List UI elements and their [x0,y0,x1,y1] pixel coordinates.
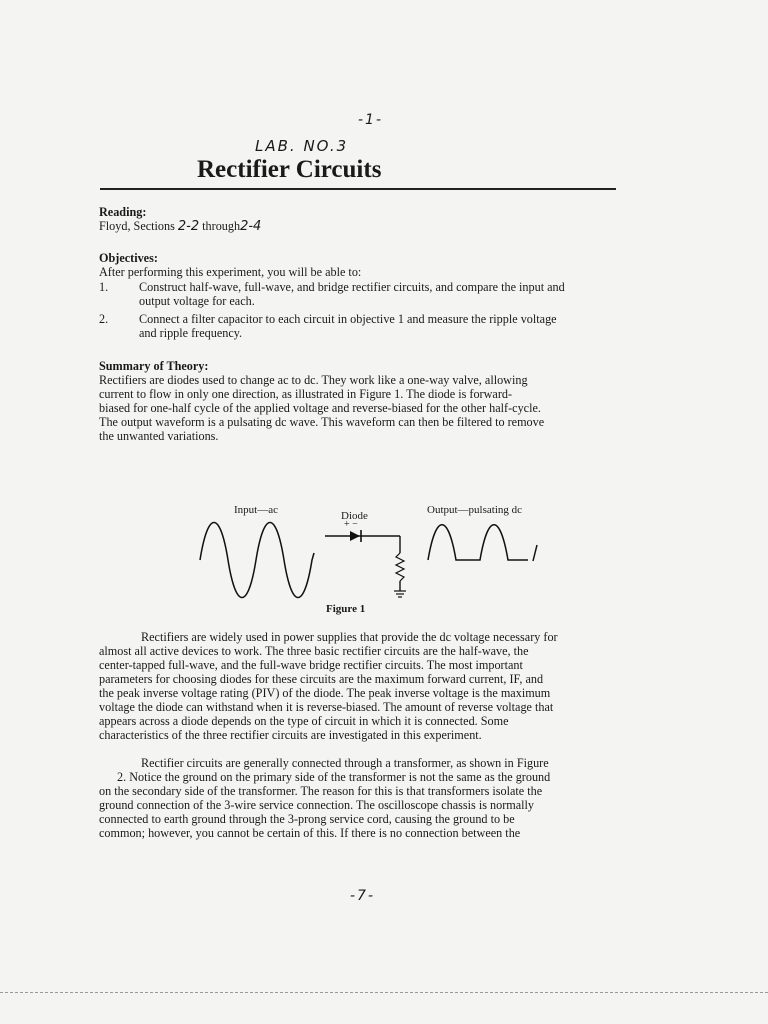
body-paragraph-2 [99,756,619,840]
reading-section-start: 2-2 [177,219,200,234]
page-number-top: -1- [358,112,384,128]
body-line: 2. Notice the ground on the primary side of the transformer is not the same as the ground [117,770,551,784]
objective-number: 2. [99,312,109,326]
body-line: ground connection of the 3-wire service connection. The oscilloscope chassis is normally [99,798,535,812]
summary-section [99,359,619,443]
body-line: Rectifier circuits are generally connected through a transformer, as shown in Figure [141,756,549,770]
summary-line: Rectifiers are diodes used to change ac to dc. They work like a one-way valve, allowing [99,373,528,387]
figure-caption: Figure 1 [326,603,366,615]
page-number-bottom: -7- [350,888,376,904]
reading-through: through [202,219,241,233]
input-sine-wave [200,523,314,598]
objective-line: output voltage for each. [139,294,255,308]
reading-heading: Reading: [99,205,147,219]
summary-line: biased for one-half cycle of the applied voltage and reverse-biased for the other half-cycle. [99,401,541,415]
body-line: common; however, you cannot be certain of this. If there is no connection between the [99,826,521,840]
objective-number: 1. [99,280,109,294]
body-line: voltage the diode can withstand when it is reverse-biased. The amount of reverse voltage that [99,700,554,714]
body-paragraph-1 [99,630,619,742]
diode-symbol [350,531,360,541]
objectives-section [99,251,619,279]
summary-line: The output waveform is a pulsating dc wave. This waveform can then be filtered to remove [99,415,545,429]
body-line: almost all active devices to work. The three basic rectifier circuits are the half-wave, the [99,644,529,658]
objective-line: Connect a filter capacitor to each circuit in objective 1 and measure the ripple voltage [139,312,557,326]
body-line: on the secondary side of the transformer. The reason for this is that transformers isolate the [99,784,543,798]
objective-line: and ripple frequency. [139,326,243,340]
summary-line: the unwanted variations. [99,429,219,443]
reading-section-end: 2-4 [240,219,262,234]
objectives-intro: After performing this experiment, you will be able to: [99,265,362,279]
body-line: appears across a diode depends on the type of circuit in which it is connected. Some [99,714,509,728]
figure-output-label: Output—pulsating dc [427,504,523,516]
figure-diode-polarity: + − [344,519,358,530]
figure-diode-label: Diode [341,510,368,522]
body-line: center-tapped full-wave, and the full-wave bridge rectifier circuits. The most important [99,658,523,672]
lab-number: LAB. NO.3 [255,137,349,155]
figure-input-label: Input—ac [234,504,278,516]
figure-drawing [190,495,570,620]
scan-edge-line [0,992,768,993]
objective-line: Construct half-wave, full-wave, and bridge rectifier circuits, and compare the input and [139,280,565,294]
reading-section [99,205,619,234]
body-line: connected to earth ground through the 3-prong service cord, causing the ground to be [99,812,515,826]
body-line: characteristics of the three rectifier circuits are investigated in this experiment. [99,728,482,742]
summary-heading: Summary of Theory: [99,359,209,373]
body-line: Rectifiers are widely used in power supplies that provide the dc voltage necessary for [141,630,558,644]
body-line: the peak inverse voltage rating (PIV) of the diode. The peak inverse voltage is the maximum [99,686,551,700]
reading-text: Floyd, Sections [99,219,175,233]
objectives-heading: Objectives: [99,251,158,265]
document-title: Rectifier Circuits [197,156,382,183]
output-waveform [428,525,528,560]
title-rule [100,188,616,190]
body-line: parameters for choosing diodes for these circuits are the maximum forward current, IF, and [99,672,544,686]
summary-line: current to flow in only one direction, as illustrated in Figure 1. The diode is forward- [99,387,513,401]
resistor-symbol [396,553,404,581]
figure-rectifier [190,495,570,620]
